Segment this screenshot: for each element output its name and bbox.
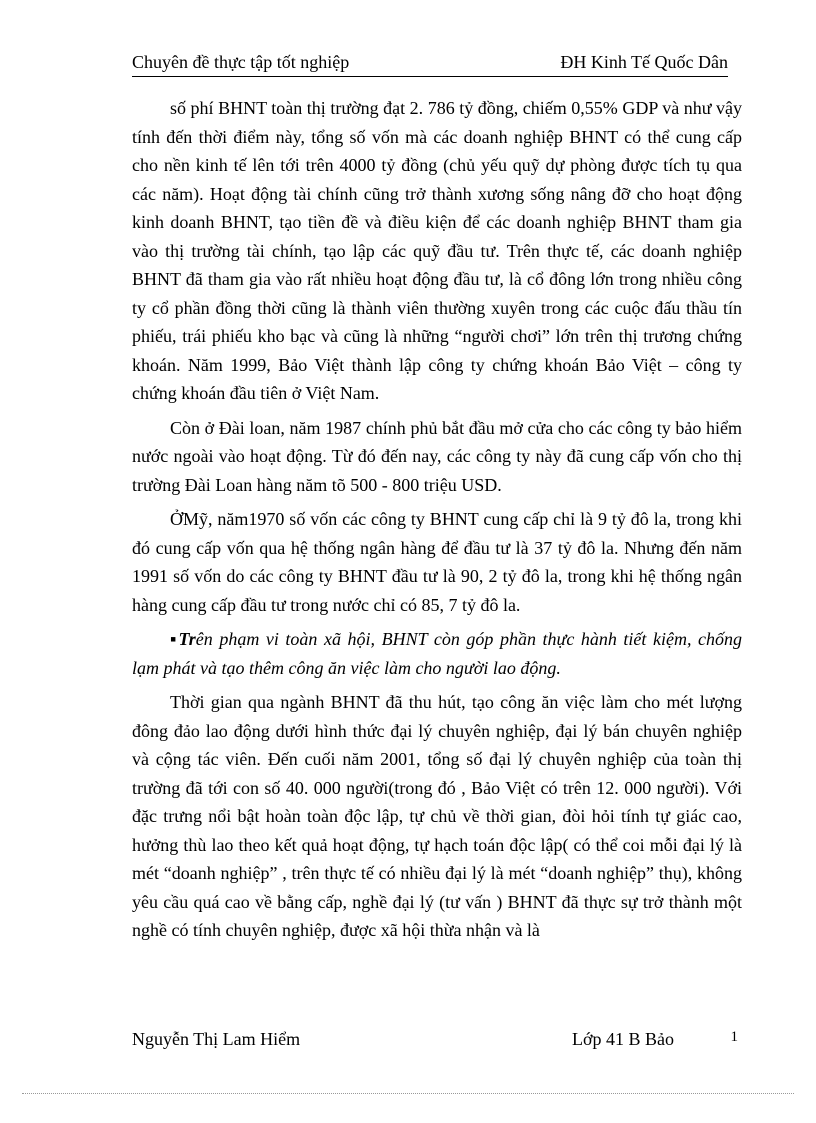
page-number: 1 [730, 1029, 738, 1045]
bullet-marker: ▪Tr [170, 629, 196, 649]
footer-class: Lớp 41 B Bảo [572, 1029, 675, 1049]
page-header [132, 48, 728, 77]
paragraph-5: Thời gian qua ngành BHNT đã thu hút, tạo công ăn việc làm cho mét lượng đông đảo lao động dưới hình thức đại lý chuyên nghiệp, đại lý bán chuyên nghiệp và cộng tác viên. Đến cuối năm 2001, tổng số đại lý chuyên nghiệp của toàn thị trường đã tới con số 40. 000 người(trong đó , Bảo Việt có trên 12. 000 người). Với đặc trưng nổi bật hoàn toàn độc lập, tự chủ về thời gian, đòi hỏi tính tự giác cao, hưởng thù lao theo kết quả hoạt động, tự hạch toán độc lập( có thể coi mỗi đại lý là mét “doanh nghiệp” , trên thực tế có nhiều đại lý là mét “doanh nghiệp” thụ), không yêu cầu quá cao về bằng cấp, nghề đại lý (tư vấn ) BHNT đã thực sự trở thành một nghề có tính chuyên nghiệp, được xã hội thừa nhận và là [132, 692, 742, 940]
document-body [132, 94, 742, 951]
paragraph-4 [132, 625, 742, 682]
page-bottom-divider [22, 1093, 794, 1094]
paragraph-3: ỞMỹ, năm1970 số vốn các công ty BHNT cung cấp chỉ là 9 tỷ đô la, trong khi đó cung cấp vốn qua hệ thống ngân hàng để đầu tư là 37 tỷ đô la. Nhưng đến năm 1991 số vốn do các công ty BHNT đầu tư là 90, 2 tỷ đô la, trong khi hệ thống ngân hàng cung cấp đầu tư trong nước chỉ có 85, 7 tỷ đô la. [132, 509, 742, 615]
footer-author: Nguyễn Thị Lam Hiểm [132, 1029, 301, 1049]
paragraph-1: số phí BHNT toàn thị trường đạt 2. 786 tỷ đồng, chiếm 0,55% GDP và như vậy tính đến thời điểm này, tổng số vốn mà các doanh nghiệp BHNT có thể cung cấp cho nền kinh tế lên tới trên 4000 tỷ đồng (chủ yếu quỹ dự phòng được tích tụ qua các năm). Hoạt động tài chính cũng trở thành xương sống nâng đỡ cho hoạt động kinh doanh BHNT, tạo tiền đề và điều kiện để các doanh nghiệp BHNT tham gia vào thị trường tài chính, tạo lập các quỹ đầu tư. Trên thực tế, các doanh nghiệp BHNT đã tham gia vào rất nhiều hoạt động đầu tư, là cổ đông lớn trong nhiều công ty cổ phần đồng thời cũng là thành viên thường xuyên trong các cuộc đấu thầu tín phiếu, trái phiếu kho bạc và cũng là những “người chơi” lớn trên thị trương chứng khoán. Năm 1999, Bảo Việt thành lập công ty chứng khoán Bảo Việt – công ty chứng khoán đầu tiên ở Việt Nam. [132, 98, 742, 403]
paragraph-4-text: ên phạm vi toàn xã hội, BHNT còn góp phần thực hành tiết kiệm, chống lạm phát và tạo thêm công ăn việc làm cho người lao động. [132, 629, 742, 678]
header-university: ĐH Kinh Tế Quốc Dân [560, 52, 728, 72]
header-title: Chuyên đề thực tập tốt nghiệp [132, 52, 350, 72]
paragraph-2: Còn ở Đài loan, năm 1987 chính phủ bắt đầu mở cửa cho các công ty bảo hiểm nước ngoài vào hoạt động. Từ đó đến nay, các công ty này đã cung cấp vốn cho thị trường Đài Loan hàng năm tõ 500 - 800 triệu USD. [132, 417, 742, 495]
